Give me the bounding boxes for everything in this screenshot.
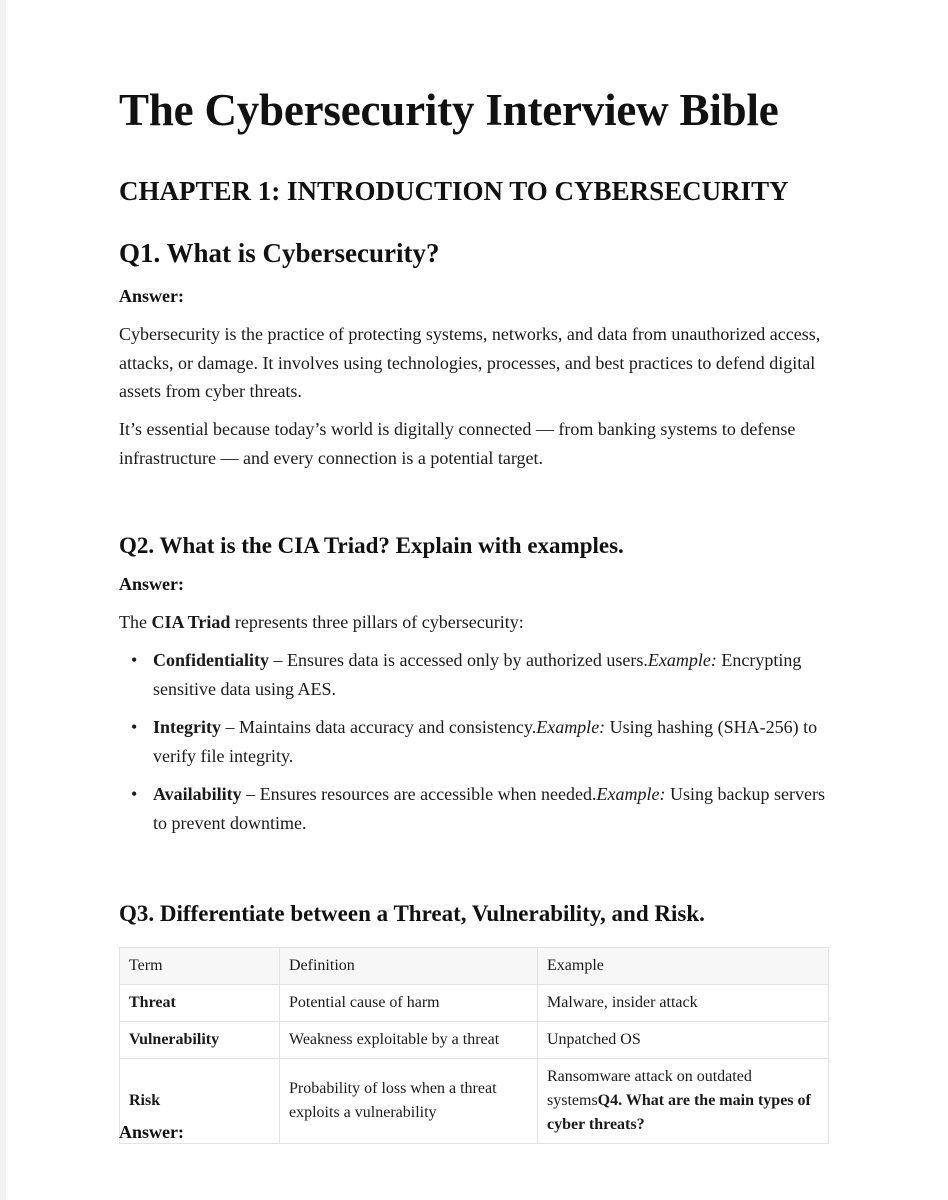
q2-intro-bold: CIA Triad <box>151 612 231 632</box>
table-row <box>120 985 829 1022</box>
q2-intro-prefix: The <box>119 612 152 632</box>
q2-heading: Q2. What is the CIA Triad? Explain with examples. <box>119 533 624 558</box>
q1-answer-label: Answer: <box>119 286 184 306</box>
list-item-term: Confidentiality <box>153 650 270 670</box>
q4-answer-label: Answer: <box>119 1122 184 1142</box>
list-item-term: Availability <box>153 784 242 804</box>
q1-heading: Q1. What is Cybersecurity? <box>119 238 440 268</box>
q1-paragraph-2: It’s essential because today’s world is digitally connected — from banking systems to defense infrastructure — and every connection is a potential target. <box>119 419 796 468</box>
list-item-integrity <box>131 713 831 770</box>
table-header-term: Term <box>120 948 280 985</box>
q4-heading-inline: Q4. What are the main types of cyber threats? <box>547 1092 811 1133</box>
q2-intro <box>119 608 831 637</box>
table-cell-definition: Potential cause of harm <box>280 985 538 1022</box>
example-label: Example: <box>647 650 717 670</box>
table-cell-term: Risk <box>120 1059 280 1144</box>
page-edge <box>0 0 6 1200</box>
list-item-example: Using hashing (SHA-256) to verify file integrity. <box>153 717 818 766</box>
table-cell-example-text: Ransomware attack on outdated systems <box>547 1068 752 1109</box>
list-item-desc: – Ensures resources are accessible when needed. <box>241 784 597 804</box>
threat-vulnerability-risk-table <box>119 947 829 1144</box>
q2-answer-label: Answer: <box>119 574 184 594</box>
chapter-heading: CHAPTER 1: INTRODUCTION TO CYBERSECURITY <box>119 176 789 206</box>
table-cell-example <box>538 1059 829 1144</box>
cia-triad-list <box>119 646 831 847</box>
document-title: The Cybersecurity Interview Bible <box>119 85 779 135</box>
table-cell-term: Vulnerability <box>120 1022 280 1059</box>
table-cell-example: Malware, insider attack <box>538 985 829 1022</box>
list-item-desc: – Maintains data accuracy and consistency. <box>220 717 537 737</box>
table-cell-term: Threat <box>120 985 280 1022</box>
q1-paragraph-1: Cybersecurity is the practice of protecting systems, networks, and data from unauthorized access, attacks, or damage. It involves using technologies, processes, and best practices to defend digital assets from cyber threats. <box>119 324 821 401</box>
table-cell-definition: Probability of loss when a threat exploits a vulnerability <box>280 1059 538 1144</box>
q3-heading: Q3. Differentiate between a Threat, Vulnerability, and Risk. <box>119 901 705 926</box>
table-header-example: Example <box>538 948 829 985</box>
bullet-icon: • <box>131 717 138 737</box>
table-row <box>120 1059 829 1144</box>
list-item-example: Using backup servers to prevent downtime. <box>153 784 825 833</box>
table-header-definition: Definition <box>280 948 538 985</box>
list-item-confidentiality <box>131 646 831 703</box>
list-item-availability <box>131 780 831 837</box>
list-item-term: Integrity <box>153 717 221 737</box>
example-label: Example: <box>596 784 666 804</box>
example-label: Example: <box>536 717 606 737</box>
list-item-example: Encrypting sensitive data using AES. <box>153 650 802 699</box>
q2-intro-suffix: represents three pillars of cybersecurity: <box>230 612 524 632</box>
table-row <box>120 1022 829 1059</box>
list-item-desc: – Ensures data is accessed only by authorized users. <box>269 650 648 670</box>
table-header-row <box>120 948 829 985</box>
bullet-icon: • <box>131 784 138 804</box>
table-cell-definition: Weakness exploitable by a threat <box>280 1022 538 1059</box>
table-cell-example: Unpatched OS <box>538 1022 829 1059</box>
bullet-icon: • <box>131 650 138 670</box>
